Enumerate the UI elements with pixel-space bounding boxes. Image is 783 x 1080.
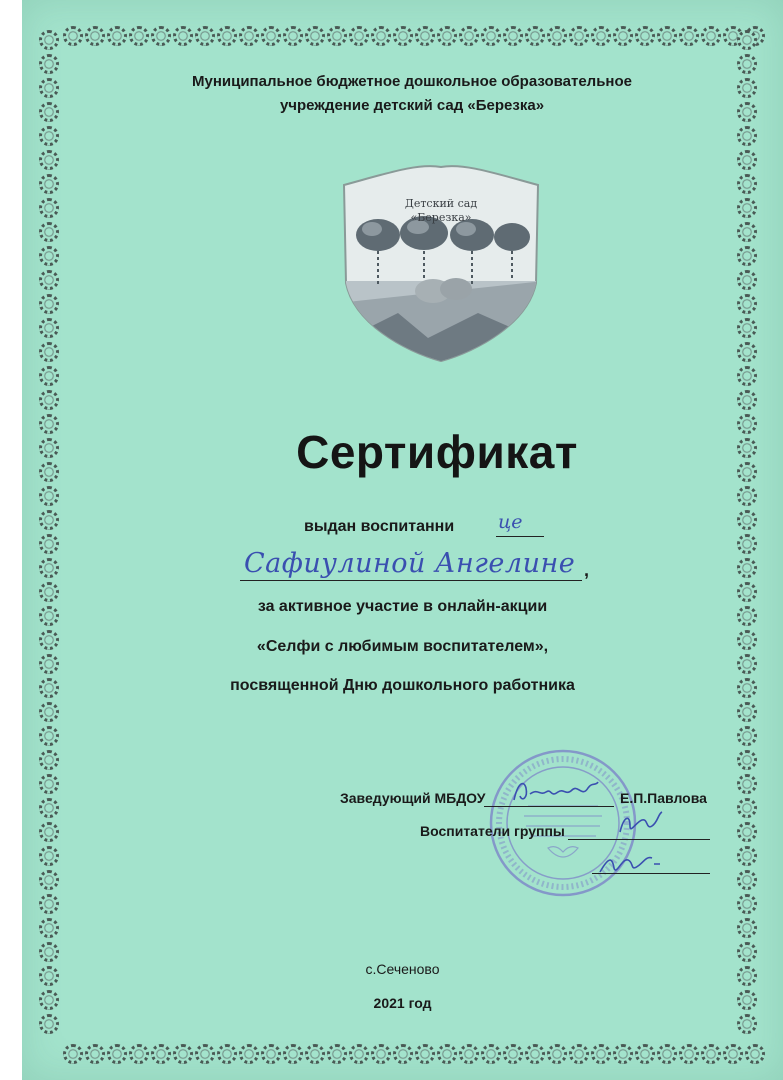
border-ornament xyxy=(393,26,413,46)
border-ornament xyxy=(737,750,757,770)
border-ornament xyxy=(39,270,59,290)
border-ornament xyxy=(39,654,59,674)
border-ornament xyxy=(39,78,59,98)
border-ornament xyxy=(283,26,303,46)
teacher-signature-1-handwritten xyxy=(612,806,668,842)
border-ornament xyxy=(349,1044,369,1064)
border-ornament xyxy=(39,222,59,242)
place: с.Сеченово xyxy=(365,961,440,977)
border-ornament xyxy=(737,942,757,962)
border-ornament xyxy=(737,774,757,794)
border-ornament xyxy=(39,414,59,434)
ornamental-border-right xyxy=(734,28,760,1058)
emblem-text-line-2: «Березка» xyxy=(410,211,472,224)
border-ornament xyxy=(85,1044,105,1064)
border-ornament xyxy=(129,1044,149,1064)
border-ornament xyxy=(261,26,281,46)
border-ornament xyxy=(39,870,59,890)
border-ornament xyxy=(737,798,757,818)
border-ornament xyxy=(737,558,757,578)
border-ornament xyxy=(371,1044,391,1064)
border-ornament xyxy=(393,1044,413,1064)
ornamental-border-top xyxy=(62,24,782,50)
border-ornament xyxy=(737,246,757,266)
border-ornament xyxy=(737,918,757,938)
border-ornament xyxy=(737,894,757,914)
issued-suffix-underline xyxy=(496,536,544,537)
border-ornament xyxy=(737,390,757,410)
border-ornament xyxy=(657,1044,677,1064)
border-ornament xyxy=(737,510,757,530)
border-ornament xyxy=(39,894,59,914)
border-ornament xyxy=(737,870,757,890)
border-ornament xyxy=(63,26,83,46)
border-ornament xyxy=(39,798,59,818)
border-ornament xyxy=(39,942,59,962)
certificate-sheet xyxy=(22,0,783,1080)
border-ornament xyxy=(503,26,523,46)
border-ornament xyxy=(239,26,259,46)
border-ornament xyxy=(415,26,435,46)
head-label: Заведующий МБДОУ xyxy=(340,790,486,806)
border-ornament xyxy=(39,174,59,194)
border-ornament xyxy=(525,1044,545,1064)
border-ornament xyxy=(195,1044,215,1064)
border-ornament xyxy=(39,534,59,554)
teachers-label: Воспитатели группы xyxy=(420,823,565,839)
border-ornament xyxy=(39,318,59,338)
border-ornament xyxy=(107,26,127,46)
border-ornament xyxy=(39,558,59,578)
border-ornament xyxy=(129,26,149,46)
recipient-comma: , xyxy=(584,560,590,580)
border-ornament xyxy=(613,26,633,46)
kindergarten-emblem xyxy=(338,163,544,363)
border-ornament xyxy=(547,1044,567,1064)
border-ornament xyxy=(39,102,59,122)
border-ornament xyxy=(39,750,59,770)
border-ornament xyxy=(679,26,699,46)
border-ornament xyxy=(39,294,59,314)
border-ornament xyxy=(39,390,59,410)
border-ornament xyxy=(327,26,347,46)
border-ornament xyxy=(737,1014,757,1034)
border-ornament xyxy=(415,1044,435,1064)
border-ornament xyxy=(737,30,757,50)
border-ornament xyxy=(217,1044,237,1064)
border-ornament xyxy=(371,26,391,46)
border-ornament xyxy=(39,822,59,842)
border-ornament xyxy=(239,1044,259,1064)
recipient-underline xyxy=(240,580,582,581)
border-ornament xyxy=(737,366,757,386)
border-ornament xyxy=(39,342,59,362)
border-ornament xyxy=(39,486,59,506)
head-name: Е.П.Павлова xyxy=(620,790,707,806)
border-ornament xyxy=(737,126,757,146)
border-ornament xyxy=(569,26,589,46)
border-ornament xyxy=(591,1044,611,1064)
border-ornament xyxy=(39,918,59,938)
border-ornament xyxy=(459,26,479,46)
organization-line-2: учреждение детский сад «Березка» xyxy=(279,97,545,114)
border-ornament xyxy=(737,654,757,674)
border-ornament xyxy=(39,774,59,794)
border-ornament xyxy=(481,26,501,46)
border-ornament xyxy=(679,1044,699,1064)
border-ornament xyxy=(39,246,59,266)
border-ornament xyxy=(737,534,757,554)
border-ornament xyxy=(173,26,193,46)
border-ornament xyxy=(283,1044,303,1064)
border-ornament xyxy=(459,1044,479,1064)
border-ornament xyxy=(39,366,59,386)
border-ornament xyxy=(737,222,757,242)
reason-line-1: за активное участие в онлайн-акции xyxy=(257,598,548,615)
border-ornament xyxy=(437,26,457,46)
head-signature-handwritten xyxy=(508,776,604,808)
border-ornament xyxy=(737,726,757,746)
border-ornament xyxy=(217,26,237,46)
border-ornament xyxy=(39,702,59,722)
border-ornament xyxy=(305,1044,325,1064)
year: 2021 год xyxy=(373,995,432,1011)
border-ornament xyxy=(613,1044,633,1064)
border-ornament xyxy=(737,174,757,194)
border-ornament xyxy=(39,54,59,74)
border-ornament xyxy=(737,270,757,290)
border-ornament xyxy=(737,54,757,74)
border-ornament xyxy=(737,342,757,362)
border-ornament xyxy=(635,26,655,46)
border-ornament xyxy=(39,846,59,866)
border-ornament xyxy=(39,198,59,218)
border-ornament xyxy=(737,150,757,170)
border-ornament xyxy=(85,26,105,46)
border-ornament xyxy=(701,1044,721,1064)
reason-line-3: посвященной Дню дошкольного работника xyxy=(230,677,575,694)
border-ornament xyxy=(39,438,59,458)
issued-suffix-handwritten: це xyxy=(498,511,523,533)
border-ornament xyxy=(39,510,59,530)
border-ornament xyxy=(437,1044,457,1064)
border-ornament xyxy=(39,462,59,482)
border-ornament xyxy=(195,26,215,46)
border-ornament xyxy=(481,1044,501,1064)
border-ornament xyxy=(737,702,757,722)
border-ornament xyxy=(63,1044,83,1064)
reason-line-2: «Селфи с любимым воспитателем», xyxy=(256,638,549,655)
border-ornament xyxy=(349,26,369,46)
border-ornament xyxy=(737,318,757,338)
ornamental-border-left xyxy=(36,28,62,1058)
border-ornament xyxy=(39,30,59,50)
border-ornament xyxy=(737,846,757,866)
border-ornament xyxy=(737,198,757,218)
border-ornament xyxy=(107,1044,127,1064)
organization-line-1: Муниципальное бюджетное дошкольное образовательное xyxy=(191,73,632,90)
border-ornament xyxy=(39,126,59,146)
recipient-name-handwritten: Сафиулиной Ангелине xyxy=(244,548,576,579)
border-ornament xyxy=(737,294,757,314)
border-ornament xyxy=(737,78,757,98)
border-ornament xyxy=(39,726,59,746)
certificate-title: Сертификат xyxy=(296,426,578,478)
border-ornament xyxy=(569,1044,589,1064)
border-ornament xyxy=(261,1044,281,1064)
border-ornament xyxy=(701,26,721,46)
border-ornament xyxy=(39,1014,59,1034)
border-ornament xyxy=(737,822,757,842)
border-ornament xyxy=(151,1044,171,1064)
border-ornament xyxy=(151,26,171,46)
border-ornament xyxy=(737,486,757,506)
organization-header xyxy=(152,70,672,118)
border-ornament xyxy=(737,102,757,122)
issued-prefix: выдан воспитанни xyxy=(304,518,455,535)
border-ornament xyxy=(635,1044,655,1064)
border-ornament xyxy=(173,1044,193,1064)
ornamental-border-bottom xyxy=(62,1042,782,1068)
border-ornament xyxy=(327,1044,347,1064)
border-ornament xyxy=(39,150,59,170)
emblem-text-line-1: Детский сад xyxy=(404,197,478,210)
border-ornament xyxy=(591,26,611,46)
border-ornament xyxy=(657,26,677,46)
border-ornament xyxy=(503,1044,523,1064)
border-ornament xyxy=(525,26,545,46)
border-ornament xyxy=(547,26,567,46)
border-ornament xyxy=(305,26,325,46)
teacher-signature-2-handwritten xyxy=(594,846,666,880)
